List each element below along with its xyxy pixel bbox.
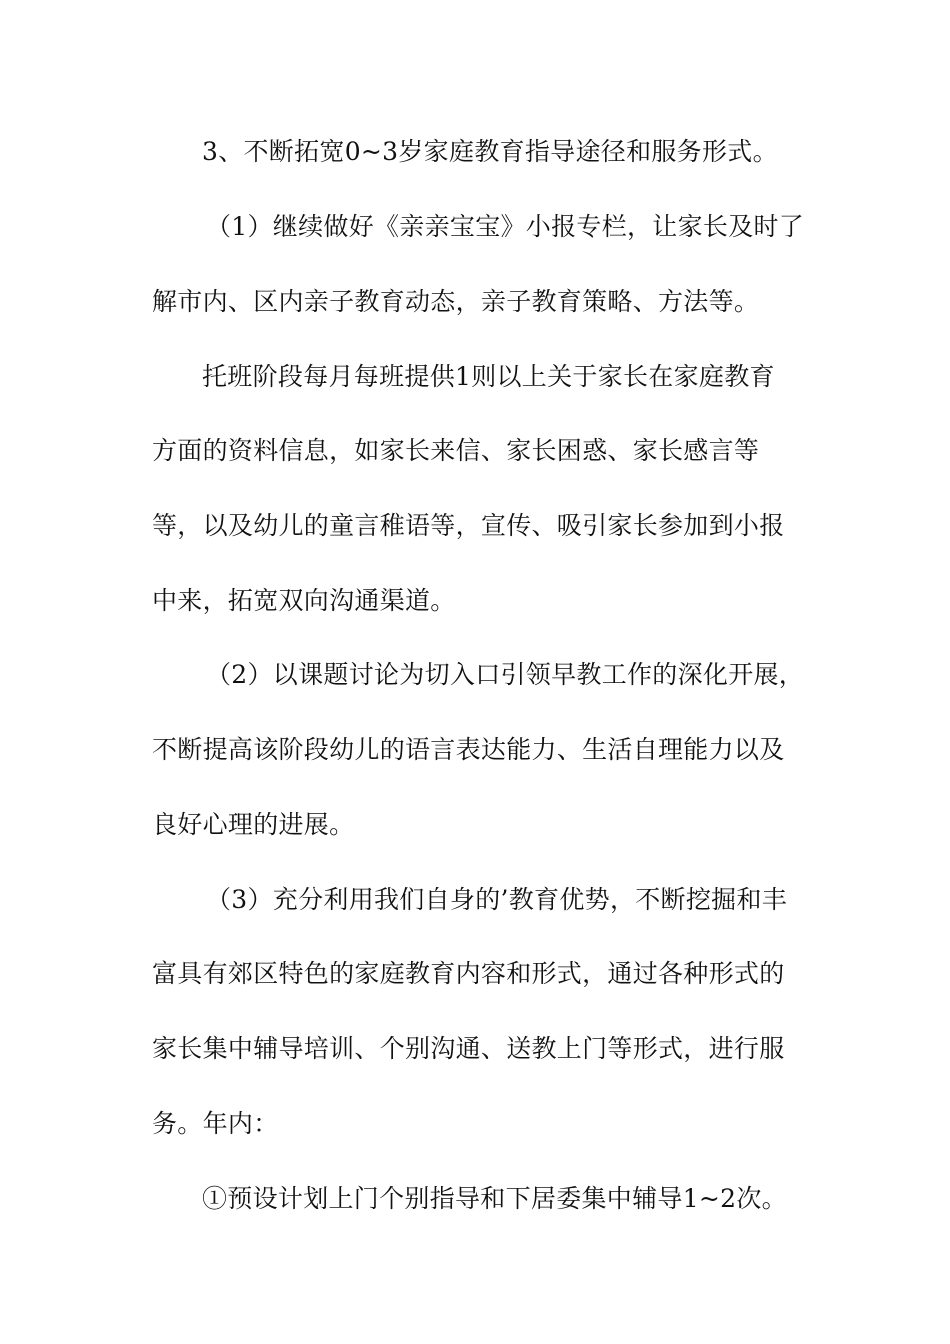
paragraph-line: 方面的资料信息，如家长来信、家长困惑、家长感言等 (152, 436, 760, 465)
paragraph-line: 托班阶段每月每班提供1则以上关于家长在家庭教育 (202, 362, 775, 391)
list-item-line: ①预设计划上门个别指导和下居委集中辅导1~2次。 (202, 1184, 787, 1213)
paragraph-line: （2）以课题讨论为切入口引领早教工作的深化开展， (206, 660, 805, 689)
paragraph-line: 家长集中辅导培训、个别沟通、送教上门等形式，进行服 (152, 1034, 785, 1063)
paragraph-line: 中来，拓宽双向沟通渠道。 (152, 586, 456, 615)
paragraph-line: 不断提高该阶段幼儿的语言表达能力、生活自理能力以及 (152, 735, 785, 764)
paragraph-line: 富具有郊区特色的家庭教育内容和形式，通过各种形式的 (152, 959, 785, 988)
paragraph-line: 务。年内： (152, 1109, 279, 1138)
paragraph-line: 解市内、区内亲子教育动态，亲子教育策略、方法等。 (152, 287, 760, 316)
paragraph-line: （1）继续做好《亲亲宝宝》小报专栏，让家长及时了 (206, 212, 805, 241)
paragraph-line: 良好心理的进展。 (152, 810, 355, 839)
paragraph-line: 等，以及幼儿的童言稚语等，宣传、吸引家长参加到小报 (152, 511, 785, 540)
heading-line: 3、不断拓宽0~3岁家庭教育指导途径和服务形式。 (202, 137, 778, 166)
paragraph-line: （3）充分利用我们自身的’教育优势，不断挖掘和丰 (206, 885, 788, 914)
